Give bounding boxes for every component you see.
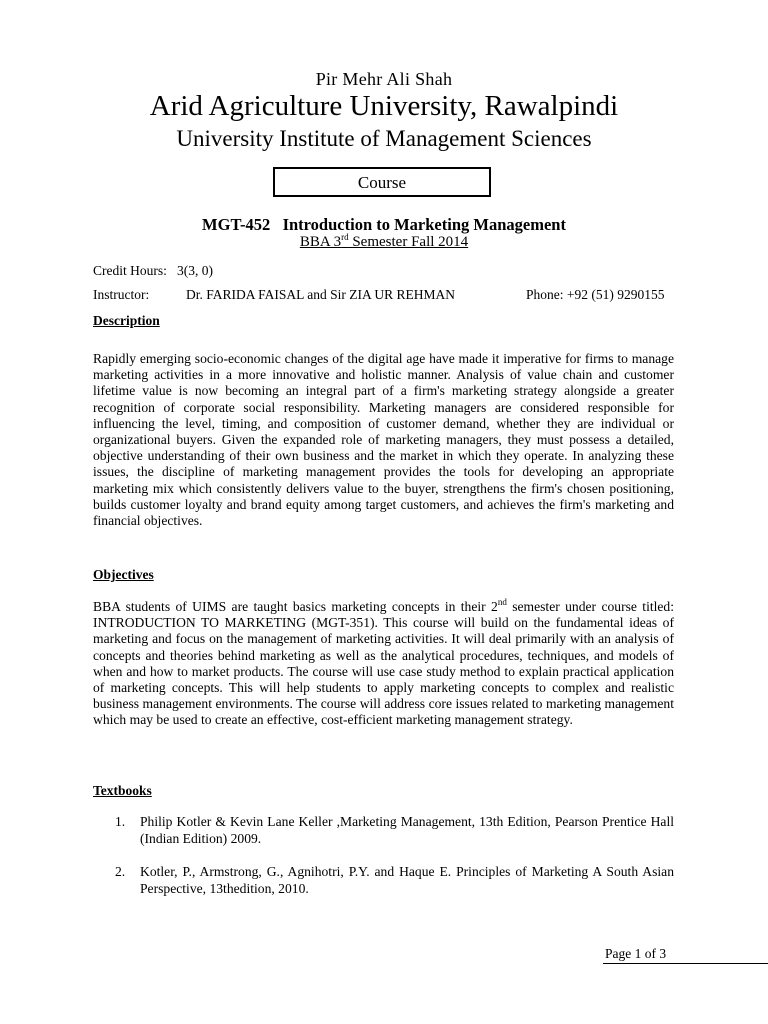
credit-hours-value: 3(3, 0) — [177, 263, 213, 278]
objectives-text — [93, 599, 674, 729]
textbook-item — [115, 813, 674, 847]
page-number: Page 1 of 3 — [605, 946, 667, 961]
credit-hours-label: Credit Hours: — [93, 263, 167, 278]
header-subtitle: Pir Mehr Ali Shah — [315, 69, 453, 89]
footer-rule — [603, 963, 768, 964]
textbook-text: Philip Kotler & Kevin Lane Keller ,Marketing Management, 13th Edition, Pearson Prentice Hall (Indian Edition) 2009. — [140, 814, 674, 846]
textbook-number: 1. — [115, 814, 126, 829]
instructor-phone: Phone: +92 (51) 9290155 — [526, 287, 665, 302]
course-code-title: MGT-452 Introduction to Marketing Management — [202, 215, 566, 234]
institute-name: University Institute of Management Sciences — [176, 126, 592, 151]
semester-text — [300, 234, 468, 250]
objectives-sup: nd — [497, 597, 507, 607]
description-heading: Description — [93, 313, 160, 328]
objectives-heading: Objectives — [93, 567, 154, 582]
textbook-text: Kotler, P., Armstrong, G., Agnihotri, P.Y. and Haque E. Principles of Marketing A South Asian Perspective, 13thedition, 2010. — [140, 864, 674, 896]
semester-sup: rd — [341, 232, 349, 242]
semester-suffix: Semester Fall 2014 — [348, 234, 469, 250]
textbooks-heading: Textbooks — [93, 783, 152, 798]
instructor-label: Instructor: — [93, 287, 150, 302]
textbook-number: 2. — [115, 864, 126, 879]
semester-prefix: BBA 3 — [299, 234, 342, 250]
objectives-text-part2: semester under course titled: INTRODUCTION TO MARKETING (MGT-351). This course will build on the fundamental ideas of marketing and focus on the management of marketing activities. It will deal primarily with an analysis of concepts and theories behind marketing as well as the analytical procedures, techniques, and models of when and how to market products. The course will use case study method to explain practical application of marketing concepts. This will help students to apply marketing concepts to complex and realistic business management environments. The course will address core issues related to marketing management which may be used to create an effective, cost-efficient marketing management strategy. — [93, 599, 675, 728]
instructor-value: Dr. FARIDA FAISAL and Sir ZIA UR REHMAN — [186, 287, 456, 302]
course-box: Course — [273, 167, 491, 197]
description-text: Rapidly emerging socio-economic changes of the digital age have made it imperative for firms to manage marketing activities in a more innovative and holistic manner. Analysis of value chain and customer lifetime value is now becoming an integral part of a firm's marketing strategy alongside a greater recognition of corporate social responsibility. Marketing managers are considered responsible for influencing the level, timing, and composition of customer demand, whether they are individual or organizational buyers. Given the expanded role of marketing managers, they must possess a detailed, objective understanding of their own business and the market in which they operate. In analyzing these issues, the discipline of marketing management provides the tools for developing an appropriate marketing mix which consistently delivers value to the buyer, strengthens the firm's chosen positioning, builds customer loyalty and brand equity among target customers, and achieves the firm's marketing and financial objectives. — [93, 351, 674, 529]
university-name: Arid Agriculture University, Rawalpindi — [149, 90, 619, 122]
objectives-text-part1: BBA students of UIMS are taught basics marketing concepts in their 2 — [93, 599, 498, 614]
textbook-item — [115, 863, 674, 897]
course-semester — [0, 234, 768, 251]
